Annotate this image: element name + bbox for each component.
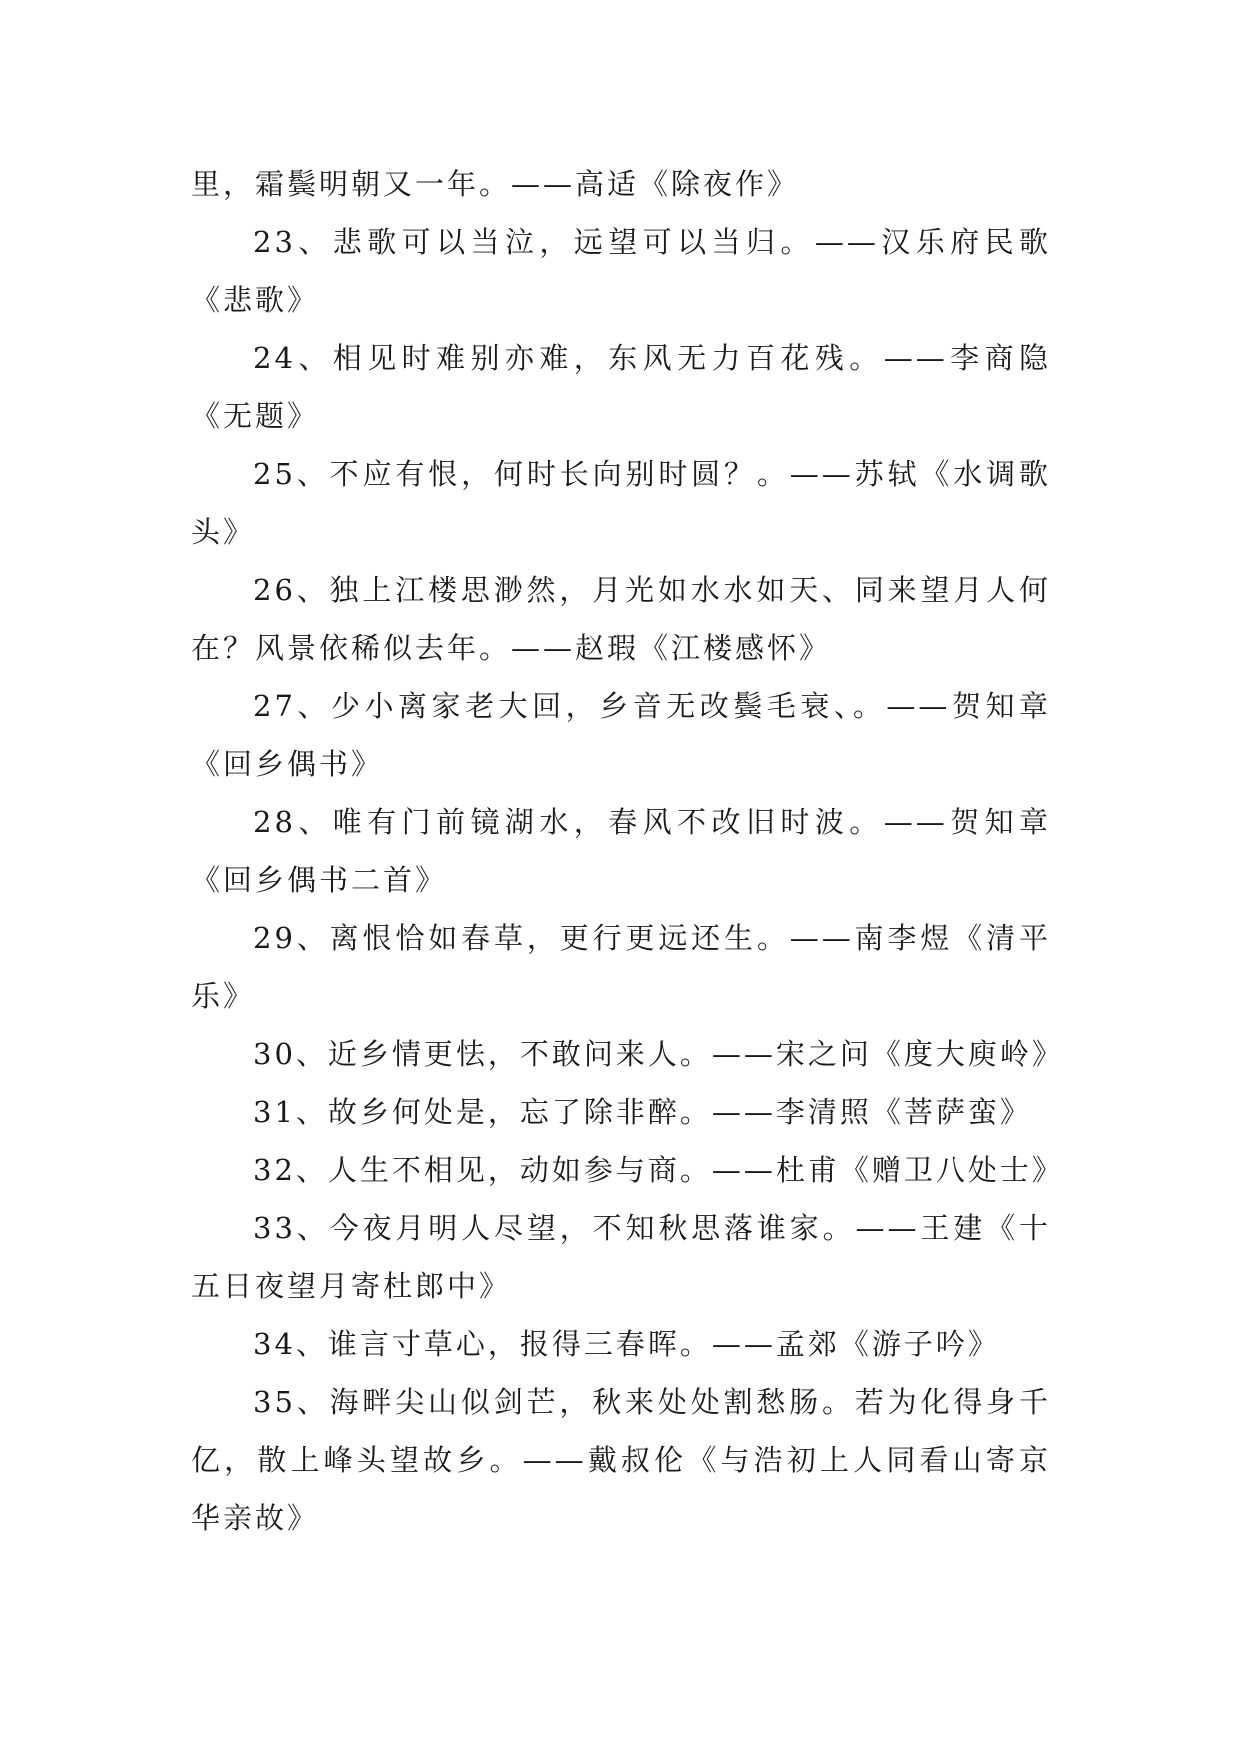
paragraph-24: 24、相见时难别亦难，东风无力百花残。——李商隐《无题》 [191, 341, 1051, 433]
paragraph-30: 30、近乡情更怯，不敢问来人。——宋之问《度大庾岭》 [253, 1037, 1064, 1071]
document-body [191, 155, 1064, 1547]
paragraph-33: 33、今夜月明人尽望，不知秋思落谁家。——王建《十五日夜望月寄杜郎中》 [191, 1211, 1051, 1303]
paragraph-26: 26、独上江楼思渺然，月光如水水如天、同来望月人何在？风景依稀似去年。——赵瑕《江楼感怀》 [191, 573, 1051, 665]
paragraph-32: 32、人生不相见，动如参与商。——杜甫《赠卫八处士》 [253, 1153, 1064, 1187]
paragraph-continuation: 里，霜鬓明朝又一年。——高适《除夜作》 [191, 167, 800, 201]
paragraph-28: 28、唯有门前镜湖水，春风不改旧时波。——贺知章《回乡偶书二首》 [191, 805, 1051, 897]
paragraph-23: 23、悲歌可以当泣，远望可以当归。——汉乐府民歌《悲歌》 [191, 225, 1051, 317]
paragraph-34: 34、谁言寸草心，报得三春晖。——孟郊《游子吟》 [253, 1327, 1000, 1361]
paragraph-31: 31、故乡何处是，忘了除非醉。——李清照《菩萨蛮》 [253, 1095, 1032, 1129]
paragraph-29: 29、离恨恰如春草，更行更远还生。——南李煜《清平乐》 [191, 921, 1051, 1013]
paragraph-35: 35、海畔尖山似剑芒，秋来处处割愁肠。若为化得身千亿，散上峰头望故乡。——戴叔伦《与浩初上人同看山寄京华亲故》 [191, 1385, 1051, 1535]
paragraph-27: 27、少小离家老大回，乡音无改鬓毛衰、。——贺知章《回乡偶书》 [191, 689, 1051, 781]
paragraph-25: 25、不应有恨，何时长向别时圆？。——苏轼《水调歌头》 [191, 457, 1051, 549]
